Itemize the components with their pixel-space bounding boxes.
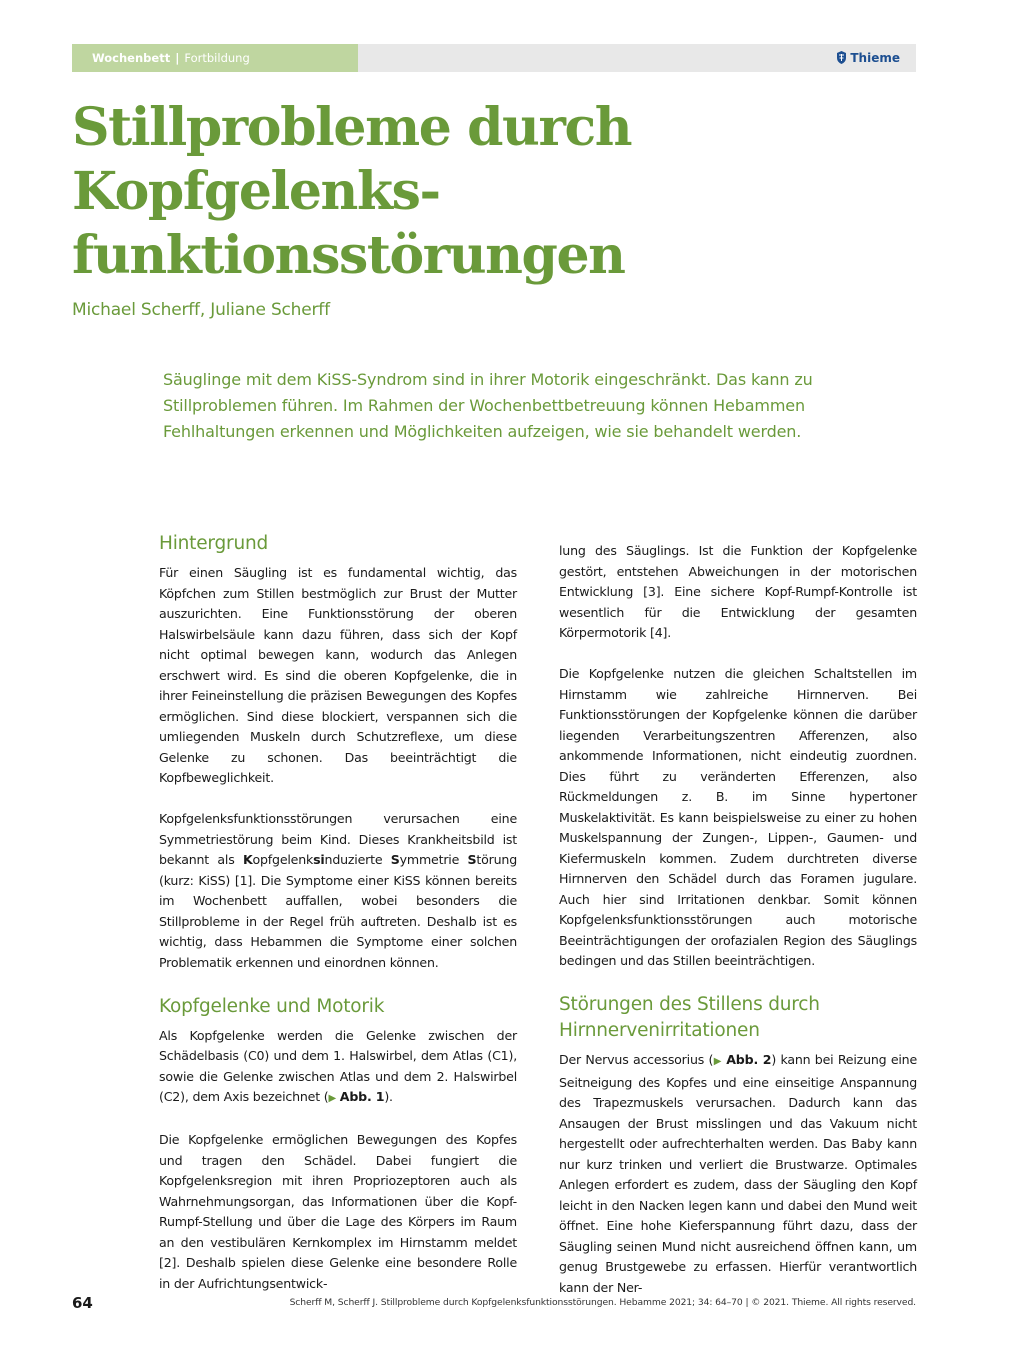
heading-kopfgelenke-motorik: Kopfgelenke und Motorik xyxy=(159,995,385,1017)
figure-ref-abb-1[interactable]: ▶ Abb. 1 xyxy=(328,1089,385,1104)
right-column xyxy=(559,541,917,1319)
title-line-1: Stillprobleme durch xyxy=(72,97,632,158)
paragraph-stoerungen-1: Der Nervus accessorius (▶ Abb. 2) kann bei Reizung eine Seitneigung des Kopfes und eine einseitige Anspannung des Trapezmuskels verursachen. Dadurch kann das Ansaugen der Brust misslingen und das Vakuum nicht hergestellt oder aufrechterhalten werden. Das Baby kann nur kurz trinken und verliert die Brustwarze. Optimales Anlegen erfordert es zudem, dass der Säugling den Kopf leicht in den Nacken legen kann und dabei den Mund weit öffnet. Eine hohe Kieferspannung führt dazu, dass der Säugling seinen Mund nicht ausreichend öffnen kann, um genug Brustgewebe zu erfassen. Hierfür verantwortlich kann der Ner- xyxy=(559,1052,917,1295)
heading-stoerungen-des-stillens: Störungen des Stillens durch Hirnnervenirritationen xyxy=(559,994,820,1041)
paragraph-motorik-1: Als Kopfgelenke werden die Gelenke zwischen der Schädelbasis (C0) und dem 1. Halswirbel, dem Atlas (C1), sowie die Gelenke zwischen Atlas und dem 2. Halswirbel (C2), dem Axis bezeichnet (▶ Abb. 1). xyxy=(159,1027,517,1104)
section-name: Wochenbett xyxy=(92,51,171,65)
title-line-2: Kopfgelenks- xyxy=(72,161,440,222)
thieme-crest-icon xyxy=(836,51,847,64)
publisher-name: Thieme xyxy=(850,51,900,65)
paragraph-hintergrund-2: Kopfgelenksfunktionsstörungen verursachen eine Symmetriestörung beim Kind. Dieses Krankheitsbild ist bekannt als Kopfgelenksinduzierte Symmetrie Störung (kurz: KiSS) [1]. Die Symptome einer KiSS können bereits im Wochenbett auffallen, wobei besonders die Stillprobleme in der Regel früh auftreten. Deshalb ist es wichtig, dass Hebammen die Symptome einer solchen Problematik erkennen und einordnen können. xyxy=(159,811,517,970)
article-abstract: Säuglinge mit dem KiSS-Syndrom sind in ihrer Motorik eingeschränkt. Das kann zu Stillproblemen führen. Im Rahmen der Wochenbettbetreuung können Hebammen Fehlhaltungen erkennen und Möglichkeiten aufzeigen, wie sie behandelt werden. xyxy=(163,370,813,441)
paragraph-motorik-4: Die Kopfgelenke nutzen die gleichen Schaltstellen im Hirnstamm wie zahlreiche Hirnnerven. Bei Funktionsstörungen der Kopfgelenke können die darüber liegenden Verarbeitungszentren Afferenzen, also ankommende Informationen, nicht eindeutig zuordnen. Dies führt zu veränderten Efferenzen, also Rückmeldungen z. B. im Sinne hypertoner Muskelaktivität. Es kann beispielsweise zu einer zu hohen Muskelspannung der Zungen-, Lippen-, Gaumen- und Kiefermuskeln kommen. Zudem durchtreten diverse Hirnnerven den Schädel durch das Foramen jugulare. Auch hier sind Irritationen denkbar. Somit können Kopfgelenksfunktionsstörungen auch motorische Beeinträchtigungen der orofazialen Region des Säuglings bedingen und das Stillen beeinträchtigen. xyxy=(559,666,917,968)
subsection-name: Fortbildung xyxy=(184,51,250,65)
title-line-3: funktionsstörungen xyxy=(72,225,625,286)
paragraph-motorik-3: lung des Säuglings. Ist die Funktion der Kopfgelenke gestört, entstehen Abweichungen in der motorischen Entwicklung [3]. Eine sichere Kopf-Rumpf-Kontrolle ist wesentlich für die Entwicklung der gesamten Körpermotorik [4]. xyxy=(559,543,917,640)
figure-ref-abb-2[interactable]: ▶ Abb. 2 xyxy=(713,1052,772,1067)
journal-header-bar xyxy=(72,44,916,72)
left-column xyxy=(159,531,517,1315)
section-tag xyxy=(72,44,358,72)
paragraph-hintergrund-1: Für einen Säugling ist es fundamental wichtig, das Köpfchen zum Stillen bestmöglich zur Brust der Mutter auszurichten. Eine Funktionsstörung der oberen Halswirbelsäule kann dazu führen, dass sich der Kopf nicht optimal bewegen kann, wodurch das Anlegen erschwert wird. Es sind die oberen Kopfgelenke, die in ihrer Feineinstellung die präzisen Bewegungen des Kopfes ermöglichen. Sind diese blockiert, verspannen sich die umliegenden Muskeln durch Schutzreflexe, um diese Gelenke zu schonen. Das beeinträchtigt die Kopfbeweglichkeit. xyxy=(159,565,517,785)
article-authors: Michael Scherff, Juliane Scherff xyxy=(72,300,330,320)
section-separator: | xyxy=(175,51,180,65)
triangle-right-icon: ▶ xyxy=(713,1056,722,1067)
page-number: 64 xyxy=(72,1294,93,1312)
heading-hintergrund: Hintergrund xyxy=(159,533,269,554)
article-title xyxy=(72,96,832,288)
triangle-right-icon: ▶ xyxy=(328,1093,336,1104)
paragraph-motorik-2: Die Kopfgelenke ermöglichen Bewegungen des Kopfes und tragen den Schädel. Dabei fungiert die Kopfgelenksregion mit ihren Propriozeptoren auch als Wahrnehmungsorgan, das Informationen über die Kopf-Rumpf-Stellung und über die Lage des Körpers im Raum an den vestibulären Kernkomplex im Hirnstamm meldet [2]. Deshalb spielen diese Gelenke eine besondere Rolle in der Aufrichtungsentwick- xyxy=(159,1132,517,1291)
citation-footer: Scherff M, Scherff J. Stillprobleme durch Kopfgelenksfunktionsstörungen. Hebamme 2021; 34: 64–70 | © 2021. Thieme. All rights reserved. xyxy=(289,1297,916,1308)
publisher-logo xyxy=(836,44,900,72)
